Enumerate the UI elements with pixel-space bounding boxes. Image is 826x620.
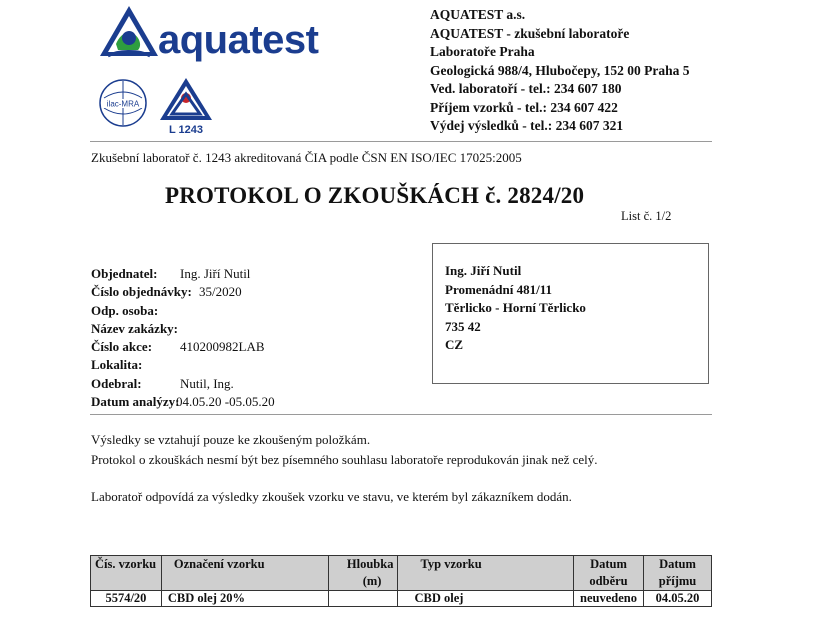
accreditation-text: Zkušební laboratoř č. 1243 akreditovaná ČIA podle ČSN EN ISO/IEC 17025:2005 [91, 150, 522, 165]
address-line: CZ [445, 337, 464, 352]
col-header-receipt-date [644, 556, 712, 591]
customer-address-box [432, 243, 709, 384]
col-header-receipt-date-2: příjmu [658, 574, 697, 588]
divider [90, 414, 712, 415]
info-label: Lokalita: [91, 357, 143, 373]
info-value: Ing. Jiří Nutil [180, 266, 251, 281]
note-line: Výsledky se vztahují pouze ke zkoušeným položkám. [91, 432, 371, 447]
lab-header [430, 6, 690, 136]
table-row [91, 591, 712, 607]
info-value: 410200982LAB [180, 339, 265, 355]
info-value: 04.05.20 -05.05.20 [176, 394, 275, 410]
logo-wordmark: aquatest [158, 18, 319, 62]
header-line: Geologická 988/4, Hlubočepy, 152 00 Praha 5 [430, 62, 690, 78]
info-value: Nutil, Ing. [180, 375, 234, 391]
cell-sample-label: CBD olej 20% [161, 591, 328, 607]
lab-number-mark: L 1243 [168, 124, 204, 136]
col-header-sampling-date-2: odběru [589, 574, 628, 588]
info-value: 35/2020 [199, 284, 242, 300]
address-line: Ing. Jiří Nutil [445, 263, 522, 278]
cell-receipt-date: 04.05.20 [644, 591, 712, 607]
aquatest-emblem-icon [98, 4, 160, 62]
address-line: Těrlicko - Horní Těrlicko [445, 300, 586, 315]
info-label: Objednatel: [91, 266, 158, 281]
sheet-number: List č. 1/2 [621, 209, 672, 223]
ilac-mra-text: ilac-MRA [106, 99, 140, 109]
header-line: Ved. laboratoří - tel.: 234 607 180 [430, 81, 622, 96]
table-header-row [91, 556, 712, 591]
col-header-depth-unit: (m) [362, 574, 382, 588]
header-line: Příjem vzorků - tel.: 234 607 422 [430, 99, 618, 115]
col-header-sample-no: Čís. vzorku [91, 556, 162, 591]
aquatest-logo [98, 4, 343, 64]
col-header-sample-type: Typ vzorku [398, 556, 574, 591]
header-line: Laboratoře Praha [430, 44, 535, 59]
header-line: AQUATEST a.s. [430, 7, 526, 22]
ilac-mra-icon [98, 78, 148, 128]
col-header-sampling-date [574, 556, 644, 591]
col-header-depth [328, 556, 398, 591]
cell-depth [328, 591, 398, 607]
cai-accreditation-icon [158, 76, 214, 136]
col-header-depth-label: Hloubka [346, 557, 394, 571]
cell-sampling-date: neuvedeno [574, 591, 644, 607]
note-line: Protokol o zkouškách nesmí být bez písemného souhlasu laboratoře reprodukován jinak než celý. [91, 451, 598, 467]
col-header-sample-label: Označení vzorku [161, 556, 328, 591]
cell-sample-no: 5574/20 [91, 591, 162, 607]
col-header-receipt-date-1: Datum [659, 557, 696, 571]
page-title: PROTOKOL O ZKOUŠKÁCH č. 2824/20 [165, 183, 585, 208]
samples-table [90, 555, 712, 607]
info-label: Odebral: [91, 375, 142, 391]
cell-sample-type: CBD olej [398, 591, 574, 607]
col-header-sampling-date-1: Datum [590, 557, 627, 571]
notes [91, 430, 598, 507]
address-line: 735 42 [445, 318, 481, 334]
info-label: Název zakázky: [91, 320, 179, 336]
divider [90, 141, 712, 142]
info-label: Datum analýzy: [91, 394, 180, 410]
header-line: AQUATEST - zkušební laboratoře [430, 25, 630, 41]
note-line: Laboratoř odpovídá za výsledky zkoušek vzorku ve stavu, ve kterém byl zákazníkem dodán. [91, 489, 572, 504]
info-label: Číslo akce: [91, 339, 153, 355]
info-label: Číslo objednávky: [91, 284, 192, 300]
info-label: Odp. osoba: [91, 302, 159, 318]
header-line: Výdej výsledků - tel.: 234 607 321 [430, 118, 624, 133]
address-line: Promenádní 481/11 [445, 281, 553, 297]
